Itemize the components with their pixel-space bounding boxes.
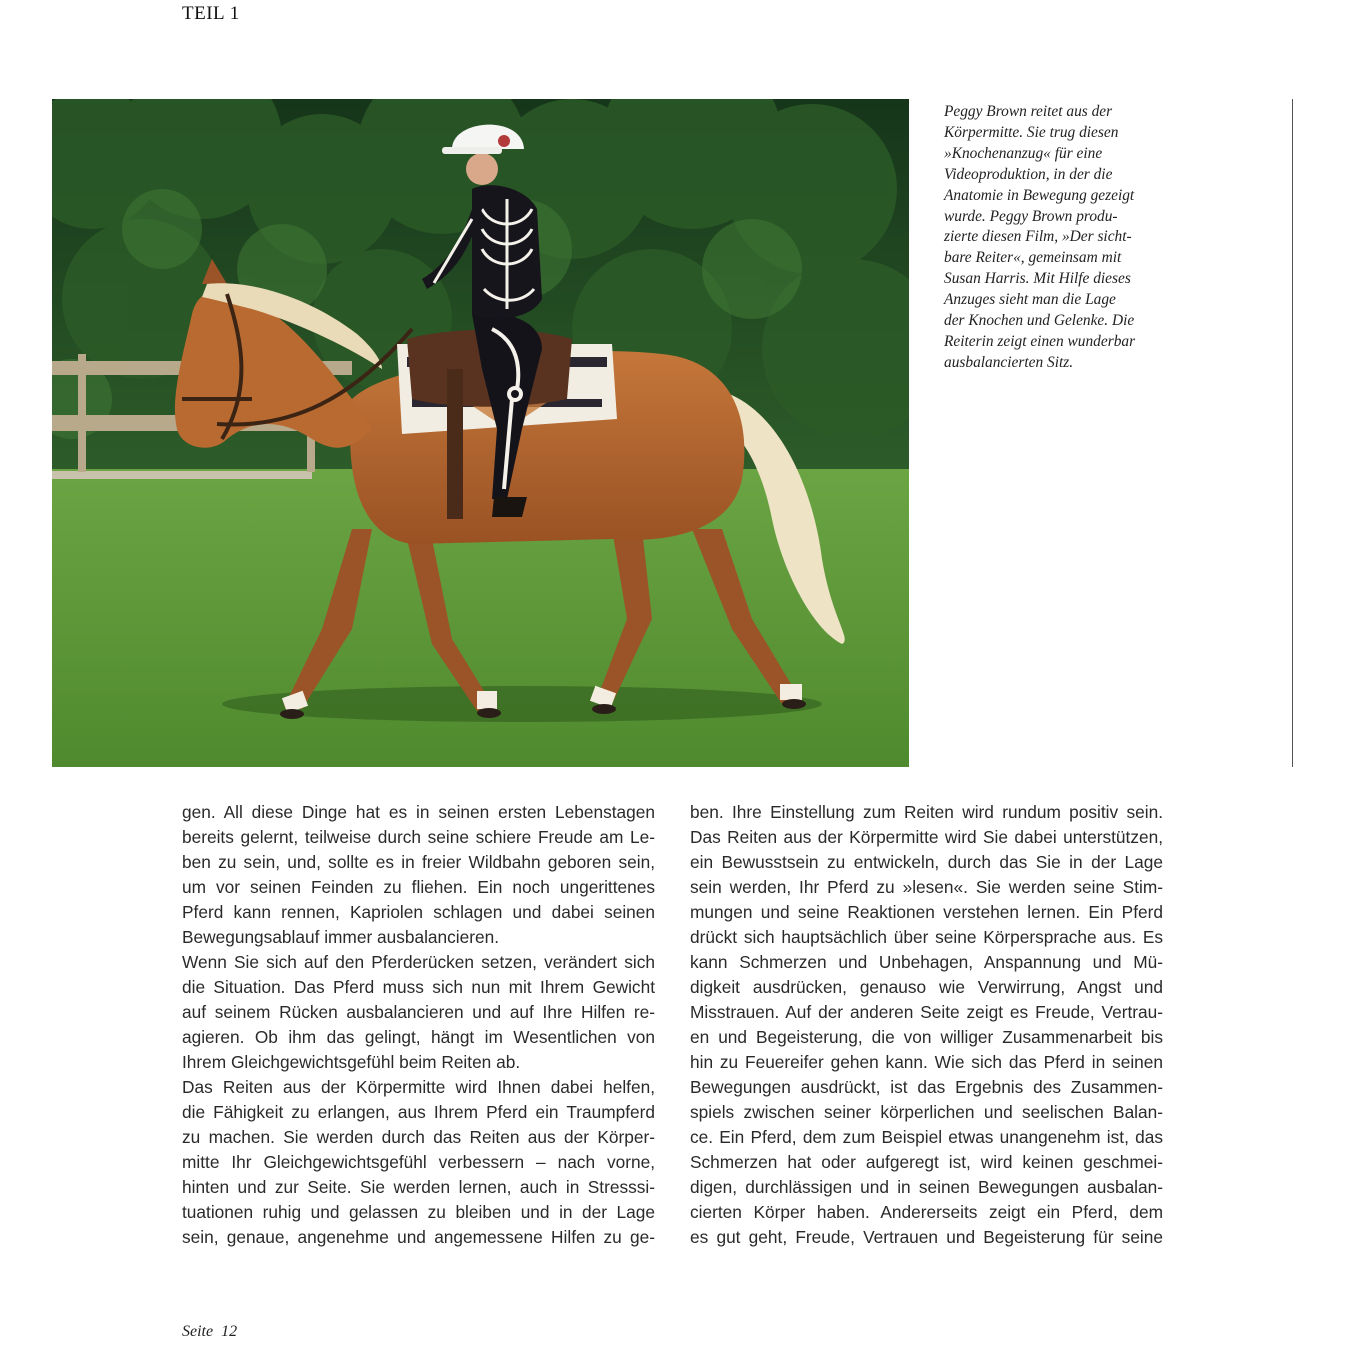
body-line: Wenn Sie sich auf den Pferderücken setzen, verändert sich [182,952,655,972]
caption-line: Anzuges sieht man die Lage [944,291,1116,309]
photo-illustration [52,99,909,767]
body-line: agieren. Ob ihm das gelingt, hängt im Wesentlichen von [182,1027,655,1047]
caption-line: Susan Harris. Mit Hilfe dieses [944,270,1131,288]
body-line: bereits gelernt, teilweise durch seine schiere Freude am Le- [182,827,655,847]
caption-line: zierte diesen Film, »Der sicht- [944,228,1132,246]
body-line: Das Reiten aus der Körpermitte wird Ihnen dabei helfen, [182,1077,655,1097]
body-line: mungen und seine Reaktionen verstehen lernen. Ein Pferd [690,902,1163,922]
body-line: Bewegungsablauf immer ausbalancieren. [182,927,500,947]
caption-line: Peggy Brown reitet aus der [944,103,1113,120]
body-line: mitte Ihr Gleichgewichtsgefühl verbessern – nach vorne, [182,1152,655,1172]
body-line: digen, durchlässigen und in seinen Bewegungen ausbalan- [690,1177,1163,1197]
caption-line: Körpermitte. Sie trug diesen [944,123,1119,141]
footer-label: Seite [182,1323,214,1340]
body-line: um vor seinen Feinden zu fliehen. Ein noch ungerittenes [182,877,655,897]
caption-line: Reiterin zeigt einen wunderbar [944,332,1136,350]
caption-line: wurde. Peggy Brown produ- [944,207,1118,225]
body-line: Schmerzen hat oder aufgeregt ist, wird keinen geschmei- [690,1152,1163,1172]
body-line: sein, genaue, angenehme und angemessene Hilfen zu ge- [182,1227,655,1247]
body-line: Bewegungen ausdrückt, ist das Ergebnis des Zusammen- [690,1077,1163,1097]
page-number: 12 [221,1323,238,1340]
body-column-left [182,800,655,1250]
photo-caption [944,102,1162,374]
body-line: hinten und zur Seite. Sie werden lernen, auch in Stresssi- [182,1177,655,1197]
body-line: kann Schmerzen und Unbehagen, Anspannung und Mü- [690,952,1163,972]
body-line: en und Begeisterung, die von williger Zusammenarbeit bis [690,1027,1163,1047]
margin-rule [1292,99,1293,767]
body-line: die Fähigkeit zu erlangen, aus Ihrem Pferd ein Traumpferd [182,1102,655,1122]
body-line: digkeit ausdrücken, genauso wie Verwirrung, Angst und [690,977,1163,997]
body-line: zu machen. Sie werden durch das Reiten aus der Körper- [182,1127,655,1147]
caption-line: Videoproduktion, in der die [944,165,1113,183]
page-footer [182,1323,245,1341]
caption-line: »Knochenanzug« für eine [944,144,1103,162]
section-header: TEIL 1 [182,3,240,24]
body-line: auf seinem Rücken ausbalancieren und auf Ihre Hilfen re- [182,1002,655,1022]
body-line: spiels zwischen seiner körperlichen und seelischen Balan- [690,1102,1163,1122]
body-line: Das Reiten aus der Körpermitte wird Sie dabei unterstützen, [690,827,1163,847]
caption-line: ausbalancierten Sitz. [944,353,1074,371]
body-line: hin zu Feuereifer gehen kann. Wie sich das Pferd in seinen [690,1052,1163,1072]
body-line: Ihrem Gleichgewichtsgefühl beim Reiten ab. [182,1052,521,1072]
body-line: ce. Ein Pferd, dem zum Beispiel etwas unangenehm ist, das [690,1127,1163,1147]
body-line: sein werden, Ihr Pferd zu »lesen«. Sie werden seine Stim- [690,877,1163,897]
body-line: Misstrauen. Auf der anderen Seite zeigt es Freude, Vertrau- [690,1002,1163,1022]
body-column-right [690,800,1163,1250]
body-line: cierten Körper haben. Andererseits zeigt ein Pferd, dem [690,1202,1163,1222]
caption-line: bare Reiter«, gemeinsam mit [944,249,1122,267]
body-line: ben zu sein, und, sollte es in freier Wildbahn geboren sein, [182,852,655,872]
caption-line: Anatomie in Bewegung gezeigt [944,186,1135,204]
body-line: es gut geht, Freude, Vertrauen und Begeisterung für seine [690,1227,1163,1247]
caption-line: der Knochen und Gelenke. Die [944,312,1135,330]
body-line: tuationen ruhig und gelassen zu bleiben und in der Lage [182,1202,655,1222]
horse-rider-photo [52,99,909,767]
body-line: Pferd kann rennen, Kapriolen schlagen und dabei seinen [182,902,655,922]
body-line: gen. All diese Dinge hat es in seinen ersten Lebenstagen [182,802,655,822]
body-line: die Situation. Das Pferd muss sich nun mit Ihrem Gewicht [182,977,655,997]
body-line: drückt sich hauptsächlich über seine Körpersprache aus. Es [690,927,1163,947]
body-line: ben. Ihre Einstellung zum Reiten wird rundum positiv sein. [690,802,1163,822]
body-line: ein Bewusstsein zu entwickeln, durch das Sie in der Lage [690,852,1163,872]
